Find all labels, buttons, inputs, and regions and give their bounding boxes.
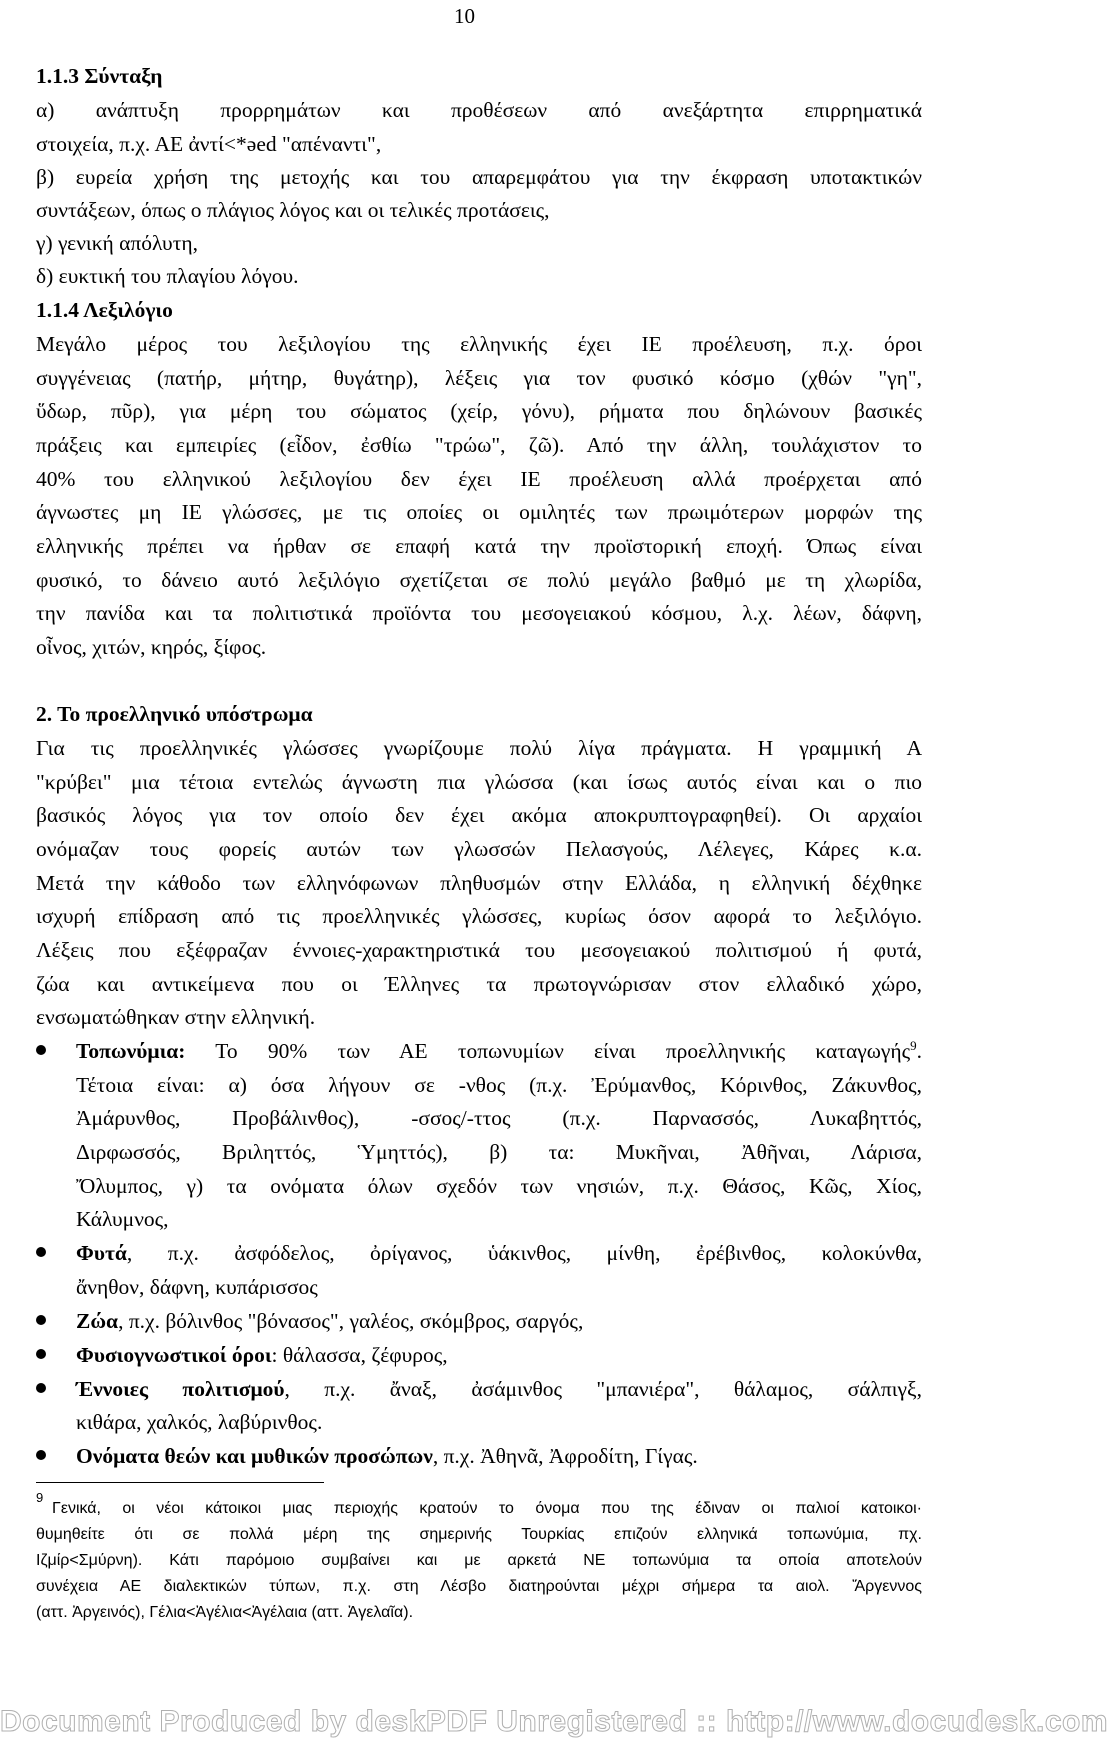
section-heading-vocabulary: 1.1.4 Λεξιλόγιο <box>36 298 173 322</box>
bullet-icon <box>36 1307 48 1319</box>
paragraph-line: ελληνικής πρέπει να ήρθαν σε επαφή κατά την προϊστορική εποχή. Όπως είναι <box>36 534 922 558</box>
paragraph-line: την πανίδα και τα πολιτιστικά προϊόντα του μεσογειακού κόσμου, λ.χ. λέων, δάφνη, <box>36 601 922 625</box>
list-item-term: Ζώα <box>76 1309 119 1333</box>
footnote-line: Γενικά, οι νέοι κάτοικοι μιας περιοχής κρατούν το όνομα που της έδιναν οι παλιοί κατοικοι· <box>52 1500 922 1517</box>
paragraph-line: Για τις προελληνικές γλώσσες γνωρίζουμε πολύ λίγα πράγματα. Η γραμμική Α <box>36 736 922 760</box>
list-item-text: . <box>916 1039 922 1063</box>
footnote-line: (αττ. Ἀργεινός), Γέλια<Ἀγέλια<Ἀγέλαια (αττ. Ἀγελαῖα). <box>36 1604 414 1621</box>
list-item-text: Το 90% των ΑΕ τοπωνυμίων είναι προελληνικής καταγωγής <box>185 1039 911 1063</box>
bullet-icon <box>36 1375 48 1387</box>
paragraph-line: Λέξεις που εξέφραζαν έννοιες-χαρακτηριστικά του μεσογειακού πολιτισμού ή φυτά, <box>36 938 922 962</box>
list-item-term: Τοπωνύμια: <box>76 1039 186 1063</box>
list-item-text: , π.χ. ἄναξ, ἀσάμινθος "μπανιέρα", θάλαμος, σάλπιγξ, <box>284 1377 923 1401</box>
list-item-natural-terms <box>76 1341 922 1369</box>
paragraph-line: άγνωστες μη ΙΕ γλώσσες, με τις οποίες οι ομιλητές των πρωιμότερων μορφών της <box>36 500 922 524</box>
list-item-text: , π.χ. βόλινθος "βόνασος", γαλέος, σκόμβρος, σαργός, <box>118 1309 584 1333</box>
paragraph-line: ισχυρή επίδραση από τις προελληνικές γλώσσες, κυρίως όσον αφορά το λεξιλόγιο. <box>36 904 922 928</box>
list-item-line: Ἀμάρυνθος, Προβάλινθος), -σσος/-ττος (π.χ. Παρνασσός, Λυκαβηττός, <box>76 1106 922 1130</box>
paragraph-line: Μετά την κάθοδο των ελληνόφωνων πληθυσμών στην Ελλάδα, η ελληνική δέχθηκε <box>36 871 922 895</box>
list-item-plants <box>76 1239 922 1267</box>
footnote-line: Ιζμίρ<Σμύρνη). Κάτι παρόμοιο συμβαίνει και με αρκετά ΝΕ τοπωνύμια τα οποία αποτελούν <box>36 1552 922 1569</box>
list-item-gods <box>76 1442 922 1470</box>
list-item-line: ἄνηθον, δάφνη, κυπάρισσος <box>76 1275 318 1299</box>
paragraph-line: 40% του ελληνικού λεξιλογίου δεν έχει ΙΕ προέλευση αλλά προέρχεται από <box>36 467 922 491</box>
watermark: Document Produced by deskPDF Unregistered :: http://www.docudesk.com <box>0 1705 1108 1738</box>
paragraph-line: ονόμαζαν τους φορείς αυτών των γλωσσών Πελασγούς, Λέλεγες, Κάρες κ.α. <box>36 837 922 861</box>
paragraph-line: ζώα και αντικείμενα που οι Έλληνες τα πρωτογνώρισαν στον ελλαδικό χώρο, <box>36 972 922 996</box>
footnote-separator <box>36 1482 324 1483</box>
list-item-term: Φυτά <box>76 1241 127 1265</box>
list-item-toponyms <box>76 1037 922 1065</box>
list-item-line: Κάλυμνος, <box>76 1207 169 1231</box>
footnote-number: 9 <box>36 1490 44 1505</box>
bullet-icon <box>36 1442 48 1454</box>
bullet-icon <box>36 1037 48 1049</box>
section-heading-substrate: 2. Το προελληνικό υπόστρωμα <box>36 702 313 726</box>
list-item-animals <box>76 1307 922 1335</box>
footnote-line: συνέχεια ΑΕ διαλεκτικών τύπων, π.χ. στη Λέσβο διατηρούνται μέχρι σήμερα τα αιολ. Ἄργεννος <box>36 1578 922 1595</box>
paragraph-line: δ) ευκτική του πλαγίου λόγου. <box>36 264 299 288</box>
list-item-text: , π.χ. Ἀθηνᾶ, Ἀφροδίτη, Γίγας. <box>432 1444 698 1468</box>
paragraph-line: "κρύβει" μια τέτοια εντελώς άγνωστη πια γλώσσα (και ίσως αυτός είναι και ο πιο <box>36 770 922 794</box>
bullet-icon <box>36 1239 48 1251</box>
paragraph-line: πράξεις και εμπειρίες (εἶδον, ἐσθίω "τρώω", ζῶ). Από την άλλη, τουλάχιστον το <box>36 433 922 457</box>
paragraph-line: ενσωματώθηκαν στην ελληνική. <box>36 1005 316 1029</box>
paragraph-line: β) ευρεία χρήση της μετοχής και του απαρεμφάτου για την έκφραση υποτακτικών <box>36 165 922 189</box>
bullet-icon <box>36 1341 48 1353</box>
list-item-line: κιθάρα, χαλκός, λαβύρινθος. <box>76 1410 323 1434</box>
paragraph-line: στοιχεία, π.χ. ΑΕ ἀντί<*əed "απέναντι", <box>36 132 382 156</box>
list-item-culture <box>76 1375 922 1403</box>
list-item-term: Ονόματα θεών και μυθικών προσώπων <box>76 1444 433 1468</box>
paragraph-line: α) ανάπτυξη προρρημάτων και προθέσεων από ανεξάρτητα επιρρηματικά <box>36 98 922 122</box>
footnote-ref[interactable]: 9 <box>910 1037 917 1053</box>
section-heading-syntax: 1.1.3 Σύνταξη <box>36 64 163 88</box>
paragraph-line: συντάξεων, όπως ο πλάγιος λόγος και οι τελικές προτάσεις, <box>36 198 550 222</box>
paragraph-line: οἶνος, χιτών, κηρός, ξίφος. <box>36 635 267 659</box>
paragraph-line: ὕδωρ, πῦρ), για μέρη του σώματος (χείρ, γόνυ), ρήματα που δηλώνουν βασικές <box>36 399 922 423</box>
list-item-text: : θάλασσα, ζέφυρος, <box>271 1343 448 1367</box>
list-item-term: Φυσιογνωστικοί όροι <box>76 1343 272 1367</box>
paragraph-line: γ) γενική απόλυτη, <box>36 231 198 255</box>
list-item-line: Διρφωσσός, Βριληττός, Ὑμηττός), β) τα: Μυκῆναι, Ἀθῆναι, Λάρισα, <box>76 1140 922 1164</box>
paragraph-line: συγγένειας (πατήρ, μήτηρ, θυγάτηρ), λέξεις για τον φυσικό κόσμο (χθών "γη", <box>36 366 922 390</box>
list-item-line: Τέτοια είναι: α) όσα λήγουν σε -νθος (π.χ. Ἐρύμανθος, Κόρινθος, Ζάκυνθος, <box>76 1073 922 1097</box>
paragraph-line: Μεγάλο μέρος του λεξιλογίου της ελληνικής έχει ΙΕ προέλευση, π.χ. όροι <box>36 332 922 356</box>
paragraph-line: φυσικό, το δάνειο αυτό λεξιλόγιο σχετίζεται σε πολύ μεγάλο βαθμό με τη χλωρίδα, <box>36 568 922 592</box>
list-item-term: Έννοιες πολιτισμού <box>76 1377 285 1401</box>
list-item-text: , π.χ. ἀσφόδελος, ὀρίγανος, ὑάκινθος, μίνθη, ἐρέβινθος, κολοκύνθα, <box>126 1241 922 1265</box>
footnote-line: θυμηθείτε ότι σε πολλά μέρη της σημερινής Τουρκίας επιζούν ελληνικά τοπωνύμια, πχ. <box>36 1526 922 1543</box>
page-number: 10 <box>454 4 475 28</box>
list-item-line: Ὄλυμπος, γ) τα ονόματα όλων σχεδόν των νησιών, π.χ. Θάσος, Κῶς, Χίος, <box>76 1174 922 1198</box>
paragraph-line: βασικός λόγος για τον οποίο δεν έχει ακόμα αποκρυπτογραφηθεί). Οι αρχαίοι <box>36 803 922 827</box>
